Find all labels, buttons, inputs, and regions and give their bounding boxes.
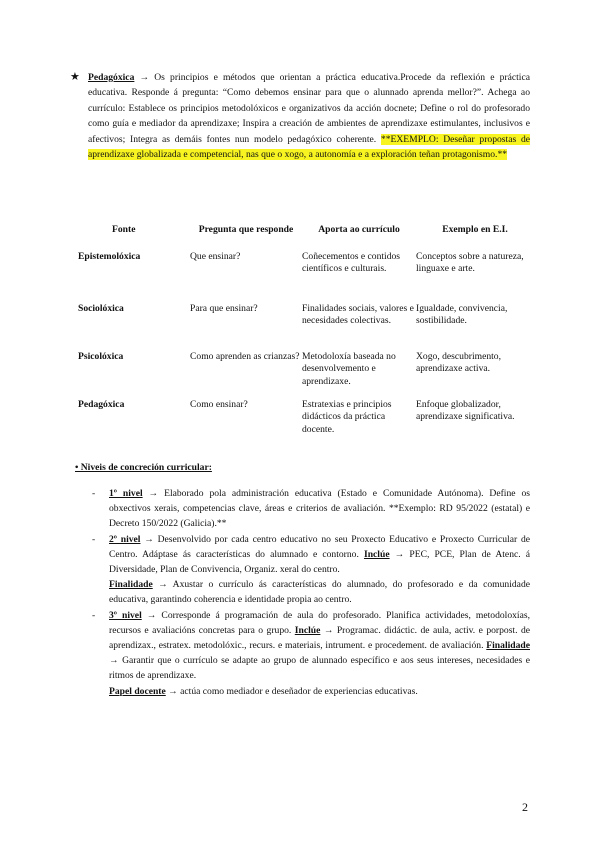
row-aporta: Estratexias e principios didácticos da práctica docente. (302, 398, 392, 435)
level-arrow: → (142, 488, 165, 499)
level-label: 3º nivel (109, 609, 142, 621)
row-fonte: Sociolóxica (78, 302, 124, 314)
table-row (78, 351, 538, 399)
star-bullet-icon: ★ (70, 71, 80, 83)
level-text: Desenvolvido por cada centro educativo no seu Proxecto Educativo e Proxecto Curricular de Centro. Adáptase ás características do alumnado e contorno. (109, 533, 530, 560)
level-text: Elaborado pola administración educativa (Estado e Comunidade Autónoma). Define os obxectivos xerais, competencias clave, áreas e criterios de avaliación. **Exemplo: RD 95/2022 (estatal) e Decreto 150/2022 (Galicia).** (109, 488, 530, 530)
level-arrow: → (141, 609, 162, 621)
pedagoxica-text: Os principios e métodos que orientan a práctica educativa.Procede da reflexión e práctica educativa. Responde á pregunta: “Como debemos ensinar para que o alunnado aprenda mellor?”. Achega ao currículo: Establece os principios metodolóxicos e organizativos da acción docnete; Define o rol do profesorado como guía e mediador da aprendizaxe; Inspira a creación de ambientes de aprendizaxe estimulantes, inclusivos e afectivos; Integra as demáis fontes nun modelo pedagóxico coherente. (88, 72, 530, 145)
papel-docente-text: → actúa como mediador e deseñador de experiencias educativas. (165, 685, 418, 697)
list-item (92, 608, 530, 684)
row-aporta: Coñecementos e contidos científicos e culturais. (302, 250, 401, 275)
inclue-label: Inclúe (363, 548, 390, 560)
header-aporta: Aporta ao currículo (318, 224, 400, 235)
inclue-text: → Programac. didáctic. de aula, activ. e porpost. de aprendizax., estratex. metodolóxic., recurs. e materiais, intrument. e procedement. de avaliación. (109, 624, 530, 652)
finalidade-text: → Garantir que o currículo se adapte ao grupo de alunnado específico e aos seus intereses, necesidades e ritmos de aprendizaxe. (109, 655, 530, 682)
finalidade-text: → Axustar o currículo ás características do alumnado, do profesorado e da comunidade educativa, garantindo coherencia e identidade propia ao centro. (109, 579, 530, 606)
dash-bullet: - (92, 609, 96, 621)
header-fonte: Fonte (112, 224, 136, 235)
page-number: 2 (522, 800, 528, 814)
arrow-glyph: → (139, 72, 150, 83)
table-row (78, 303, 538, 351)
finalidade-label: Finalidade (109, 579, 153, 591)
sources-table (78, 224, 538, 443)
row-aporta: Finalidades sociais, valores e necesidades colectivas. (302, 302, 414, 327)
row-pregunta: Como aprenden as crianzas? (190, 350, 300, 362)
pedagoxica-title: Pedagóxica (88, 72, 135, 83)
inclue-label: Inclúe (294, 624, 321, 636)
row-pregunta: Como ensinar? (190, 398, 248, 410)
level-arrow: → (140, 533, 158, 545)
level-label: 2º nivel (109, 533, 141, 545)
section-title: • Niveis de concreción curricular: (75, 462, 212, 473)
header-exemplo: Exemplo en E.I. (442, 224, 508, 235)
row-fonte: Pedagóxica (78, 398, 125, 410)
papel-docente-paragraph (92, 684, 530, 699)
row-pregunta: Que ensinar? (190, 250, 241, 262)
table-row (78, 399, 538, 443)
list-item (92, 532, 530, 578)
dash-bullet: - (92, 533, 96, 545)
row-exemplo: Conceptos sobre a natureza, linguaxe e arte. (416, 250, 524, 275)
level-label: 1º nivel (109, 488, 143, 499)
pedagoxica-paragraph (70, 70, 530, 162)
finalidade-paragraph (92, 577, 530, 607)
dash-bullet: - (92, 488, 96, 499)
row-exemplo: Enfoque globalizador, aprendizaxe significativa. (416, 398, 515, 423)
row-fonte: Epistemolóxica (78, 250, 141, 262)
pedagoxica-example: **EXEMPLO: Deseñar propostas de aprendizaxe globalizada e competencial, nas que o xogo, a autonomía e a exploración teñan protagonismo.** (88, 133, 530, 161)
finalidade-label: Finalidade (486, 640, 530, 652)
row-exemplo: Xogo, descubrimento, aprendizaxe activa. (416, 350, 501, 375)
inclue-text: → PEC, PCE, Plan de Atenc. á Diversidade, Plan de Convivencia, Organiz. xeral do centro. (109, 548, 530, 576)
levels-list (92, 486, 530, 699)
table-row (78, 251, 538, 303)
level-text: Corresponde á programación de aula do profesorado. Planifica actividades, metodoloxías, recursos e avaliacións concretas para o grupo. (109, 609, 530, 636)
table-header (78, 224, 538, 237)
row-fonte: Psicolóxica (78, 350, 124, 362)
header-pregunta: Pregunta que responde (198, 224, 294, 235)
list-item (92, 486, 530, 532)
row-aporta: Metodoloxía baseada no desenvolvemento e aprendizaxe. (302, 350, 396, 387)
papel-docente-label: Papel docente (109, 685, 166, 697)
row-exemplo: Igualdade, convivencia, sostibilidade. (416, 302, 508, 327)
row-pregunta: Para que ensinar? (190, 302, 258, 314)
